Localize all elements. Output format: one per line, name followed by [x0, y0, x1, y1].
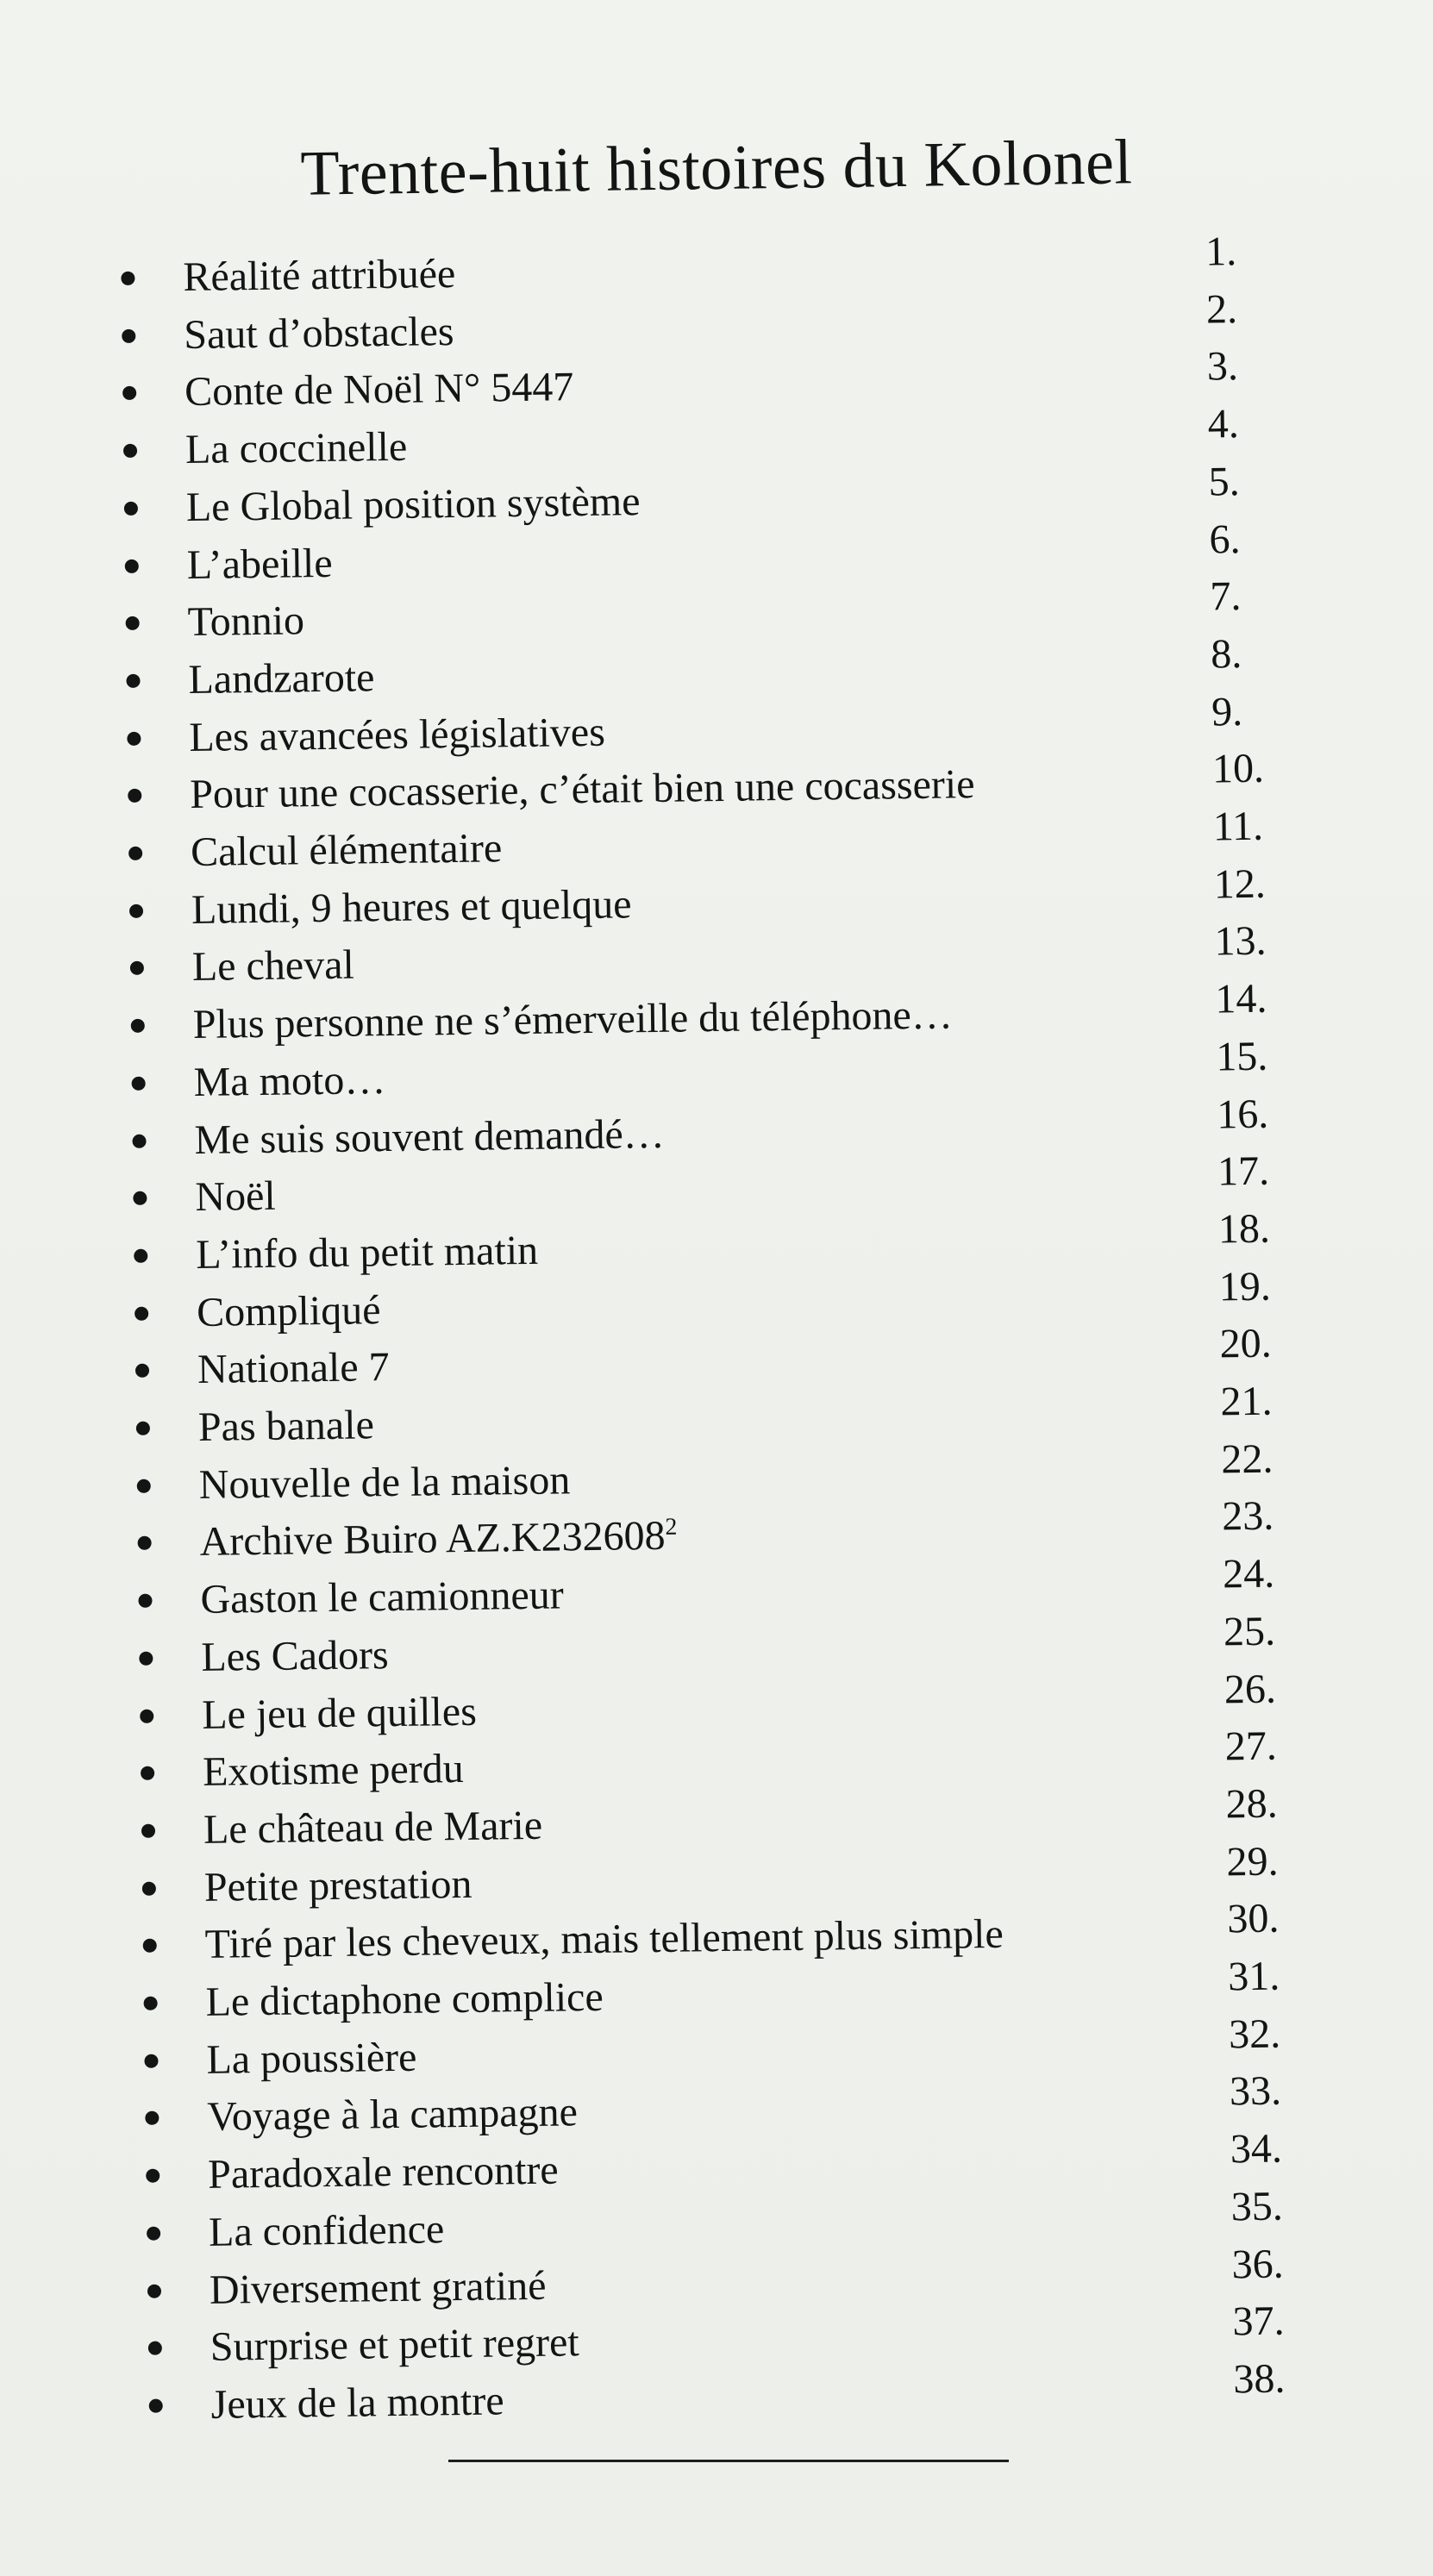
toc-entry-title: Les Cadors: [201, 1631, 389, 1680]
bullet-icon: [149, 2398, 163, 2412]
bullet-icon: [124, 502, 138, 516]
toc-entry-number: 11.: [1212, 803, 1264, 850]
toc-entry-title: Petite prestation: [203, 1860, 472, 1910]
toc-entry-title: Jeux de la montre: [210, 2378, 504, 2428]
bullet-icon: [126, 674, 140, 688]
toc-entry-title: Nationale 7: [197, 1344, 390, 1393]
bullet-icon: [140, 1709, 153, 1723]
bullet-icon: [137, 1479, 151, 1492]
toc-entry-title: Lundi, 9 heures et quelque: [191, 880, 632, 933]
bullet-icon: [138, 1594, 152, 1608]
toc-entry-title: Réalité attribuée: [183, 250, 456, 301]
toc-entry-title: Le jeu de quilles: [201, 1688, 478, 1738]
bullet-icon: [141, 1824, 155, 1838]
bullet-icon: [138, 1536, 152, 1550]
toc-entry-title: Archive Buiro AZ.K232608$^2$: [199, 1513, 678, 1566]
toc-entry-title: Paradoxale rencontre: [207, 2147, 559, 2198]
bullet-icon: [144, 1997, 158, 2010]
toc-entry-title: Me suis souvent demandé…: [194, 1110, 666, 1163]
bullet-icon: [121, 272, 135, 285]
bullet-icon: [142, 1881, 156, 1895]
toc-entry-number: 19.: [1218, 1263, 1272, 1310]
bullet-icon: [125, 559, 139, 572]
toc-entry-title: Conte de Noël N° 5447: [184, 364, 574, 416]
toc-entry-number: 8.: [1210, 630, 1242, 678]
toc-entry-title: Gaston le camionneur: [200, 1572, 565, 1623]
toc-entry-number: 14.: [1215, 975, 1267, 1022]
toc-entry-number: 12.: [1213, 860, 1267, 908]
toc-entry-title: Landzarote: [188, 654, 375, 703]
bullet-icon: [147, 2284, 161, 2298]
toc-entry-number: 33.: [1229, 2067, 1282, 2115]
toc-entry-title: Pour une cocasserie, c’était bien une cocasserie: [189, 761, 975, 818]
toc-entry-number: 6.: [1209, 516, 1241, 563]
toc-entry-title: Noël: [195, 1172, 277, 1221]
bullet-icon: [141, 1766, 154, 1780]
bullet-icon: [127, 731, 141, 745]
toc-entry-number: 30.: [1227, 1895, 1280, 1942]
page-title: Trente-huit histoires du Kolonel: [300, 127, 1133, 209]
bullet-icon: [144, 2054, 158, 2067]
toc-entry-title: Le château de Marie: [203, 1802, 543, 1853]
toc-entry-number: 25.: [1223, 1608, 1276, 1655]
toc-entry-title: Le Global position système: [185, 478, 641, 530]
toc-entry-title: La poussière: [206, 2034, 417, 2083]
bullet-icon: [123, 444, 137, 458]
toc-entry-number: 38.: [1233, 2355, 1286, 2403]
toc-entry-title: Tonnio: [187, 597, 305, 646]
toc-entry-title: Exotisme perdu: [202, 1746, 465, 1796]
bullet-icon: [128, 847, 142, 860]
toc-entry-number: 37.: [1232, 2298, 1285, 2345]
toc-entry-number: 26.: [1223, 1666, 1277, 1712]
bullet-icon: [128, 789, 141, 803]
toc-entry-number: 2.: [1205, 285, 1238, 333]
toc-entry-title: Nouvelle de la maison: [198, 1456, 571, 1508]
toc-entry-title: La confidence: [208, 2206, 445, 2255]
bullet-icon: [129, 903, 143, 917]
toc-entry-title: Surprise et petit regret: [210, 2319, 580, 2371]
toc-entry-number: 32.: [1228, 2010, 1281, 2058]
toc-entry-title: Le cheval: [191, 941, 355, 991]
bullet-icon: [135, 1306, 148, 1320]
toc-entry-number: 13.: [1214, 918, 1267, 965]
toc-entry-title: La coccinelle: [185, 423, 408, 473]
toc-entry-number: 28.: [1225, 1780, 1279, 1828]
toc-entry-title: Le dictaphone complice: [205, 1973, 604, 2025]
bullet-icon: [131, 1019, 145, 1033]
footnote-marker: 2: [665, 1514, 678, 1541]
toc-entry-number: 7.: [1210, 573, 1242, 620]
toc-entry-number: 10.: [1211, 745, 1265, 792]
bullet-icon: [130, 961, 144, 975]
closing-rule: [448, 2460, 1009, 2462]
toc-entry-number: 20.: [1219, 1320, 1273, 1367]
toc-entry-number: 27.: [1224, 1723, 1278, 1770]
toc-entry-title: Calcul élémentaire: [190, 825, 503, 875]
table-of-contents: [121, 228, 1374, 2439]
toc-entry-number: 23.: [1221, 1493, 1274, 1540]
toc-entry-title: Tiré par les cheveux, mais tellement plus simple: [204, 1911, 1004, 1968]
toc-entry-title: L’info du petit matin: [195, 1227, 539, 1278]
toc-entry-title: Compliqué: [196, 1286, 381, 1335]
bullet-icon: [136, 1422, 150, 1435]
toc-entry-number: 17.: [1217, 1147, 1270, 1195]
bullet-icon: [132, 1134, 146, 1147]
toc-entry-number: 1.: [1205, 228, 1237, 275]
toc-entry-number: 31.: [1227, 1953, 1280, 2000]
toc-entry-number: 18.: [1217, 1205, 1271, 1253]
toc-entry-number: 36.: [1231, 2241, 1285, 2287]
toc-entry-title: Les avancées législatives: [189, 709, 606, 760]
toc-entry-number: 29.: [1226, 1838, 1279, 1885]
bullet-icon: [145, 2111, 159, 2125]
toc-entry-title: Ma moto…: [193, 1056, 386, 1105]
bullet-icon: [135, 1364, 149, 1378]
toc-entry-number: 4.: [1207, 401, 1240, 447]
bullet-icon: [133, 1191, 147, 1205]
toc-entry-title: Saut d’obstacles: [183, 308, 454, 358]
toc-entry-number: 35.: [1230, 2183, 1284, 2230]
bullet-icon: [126, 616, 140, 630]
toc-entry-number: 15.: [1216, 1033, 1268, 1080]
bullet-icon: [148, 2342, 162, 2355]
bullet-icon: [139, 1651, 153, 1665]
toc-entry-number: 21.: [1220, 1378, 1273, 1425]
bullet-icon: [132, 1077, 146, 1091]
toc-entry-number: 24.: [1222, 1550, 1275, 1597]
toc-entry-title: Diversement gratiné: [209, 2262, 547, 2313]
bullet-icon: [146, 2169, 160, 2183]
toc-entry-number: 5.: [1208, 458, 1240, 505]
toc-entry-title: Pas banale: [197, 1402, 375, 1450]
bullet-icon: [134, 1249, 147, 1263]
toc-entry-number: 34.: [1230, 2125, 1283, 2173]
bullet-icon: [122, 328, 135, 342]
toc-entry-title: L’abeille: [186, 540, 333, 588]
toc-entry-title: Plus personne ne s’émerveille du téléphone…: [192, 991, 954, 1048]
toc-entry-number: 22.: [1221, 1435, 1273, 1483]
toc-entry-title: Voyage à la campagne: [207, 2089, 579, 2141]
toc-entry-number: 16.: [1216, 1091, 1269, 1137]
toc-entry-number: 9.: [1211, 688, 1243, 735]
toc-entry-number: 3.: [1206, 343, 1239, 390]
bullet-icon: [147, 2226, 160, 2240]
bullet-icon: [122, 386, 136, 400]
bullet-icon: [143, 1939, 157, 1953]
